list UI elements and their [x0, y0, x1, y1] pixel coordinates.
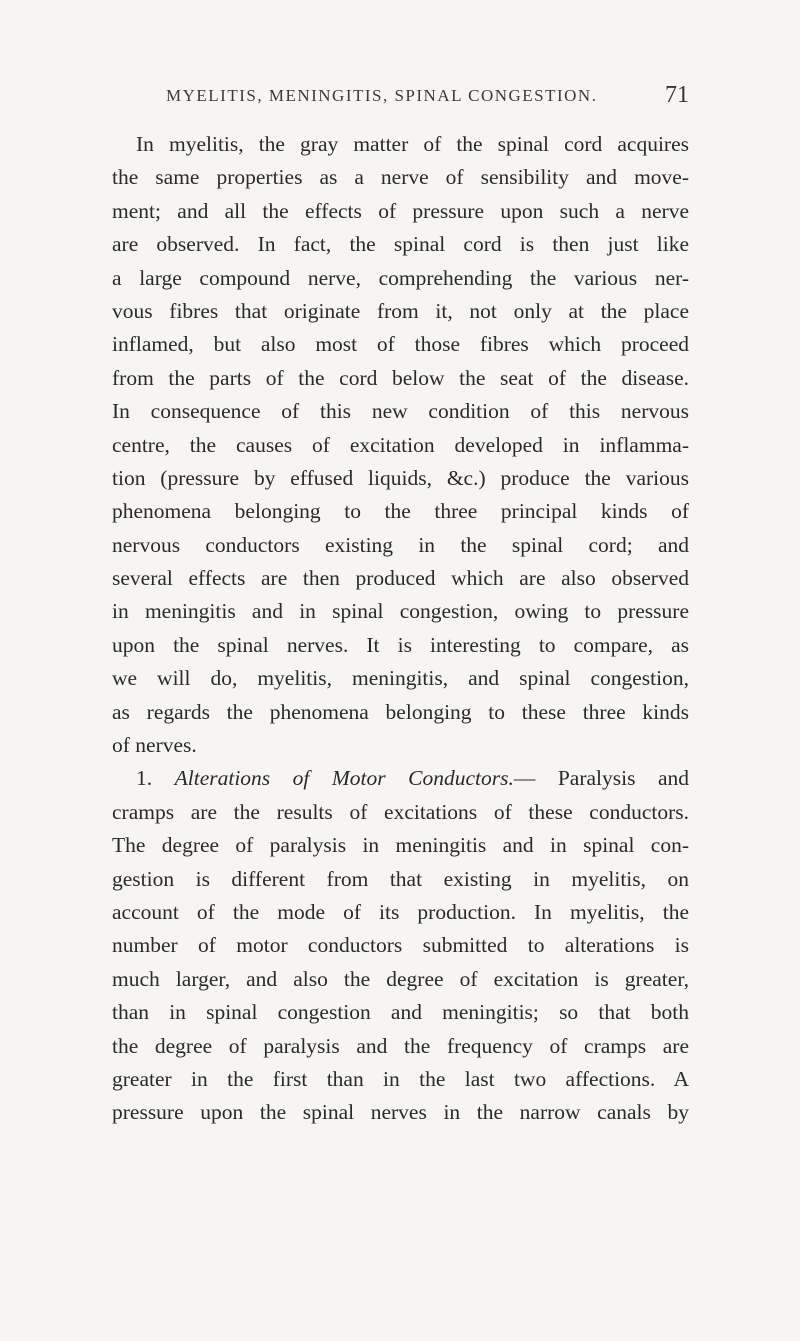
text-line: gestion is different from that existing in myelitis, on	[112, 866, 689, 891]
text-line: several effects are then produced which are also observed	[112, 566, 689, 591]
text-line: in meningitis and in spinal congestion, owing to pressure	[112, 599, 689, 624]
text-line: pressure upon the spinal nerves in the narrow canals by	[112, 1100, 689, 1125]
running-head	[112, 84, 689, 110]
text-line: the same properties as a nerve of sensibility and move-	[112, 165, 689, 190]
body-text	[112, 128, 689, 1130]
section-heading-rest: — Paralysis and	[513, 766, 689, 791]
text-line: much larger, and also the degree of excitation is greater,	[112, 966, 689, 991]
text-line: phenomena belonging to the three principal kinds of	[112, 499, 689, 524]
text-line: tion (pressure by effused liquids, &c.) produce the various	[112, 465, 689, 490]
text-line: than in spinal congestion and meningitis; so that both	[112, 1000, 689, 1025]
text-line: upon the spinal nerves. It is interesting to compare, as	[112, 632, 689, 657]
section-heading-line	[112, 762, 689, 795]
text-line: ment; and all the effects of pressure upon such a nerve	[112, 198, 689, 223]
text-line: greater in the first than in the last two affections. A	[112, 1066, 689, 1091]
text-line: a large compound nerve, comprehending the various ner-	[112, 265, 689, 290]
text-line: centre, the causes of excitation developed in inflamma-	[112, 432, 689, 457]
text-line: are observed. In fact, the spinal cord is then just like	[112, 232, 689, 257]
text-line: cramps are the results of excitations of these conductors.	[112, 799, 689, 824]
text-line: of nerves.	[112, 733, 197, 758]
section-number: 1.	[136, 766, 153, 791]
text-line: In myelitis, the gray matter of the spinal cord acquires	[136, 132, 689, 156]
text-line: from the parts of the cord below the seat of the disease.	[112, 365, 689, 390]
section-heading: Alterations of Motor Conductors.	[174, 766, 514, 791]
text-line: The degree of paralysis in meningitis and in spinal con-	[112, 833, 689, 858]
text-line: inflamed, but also most of those fibres which proceed	[112, 332, 689, 357]
page-number: 71	[665, 82, 689, 108]
text-line: we will do, myelitis, meningitis, and spinal congestion,	[112, 666, 689, 691]
text-line: account of the mode of its production. In myelitis, the	[112, 899, 689, 924]
text-line: In consequence of this new condition of this nervous	[112, 399, 689, 424]
text-line: the degree of paralysis and the frequency of cramps are	[112, 1033, 689, 1058]
text-line: nervous conductors existing in the spinal cord; and	[112, 532, 689, 557]
text-line: vous fibres that originate from it, not only at the place	[112, 298, 689, 323]
running-title: MYELITIS, MENINGITIS, SPINAL CONGESTION.	[166, 86, 598, 105]
text-line: as regards the phenomena belonging to these three kinds	[112, 699, 689, 724]
text-line: number of motor conductors submitted to alterations is	[112, 933, 689, 958]
